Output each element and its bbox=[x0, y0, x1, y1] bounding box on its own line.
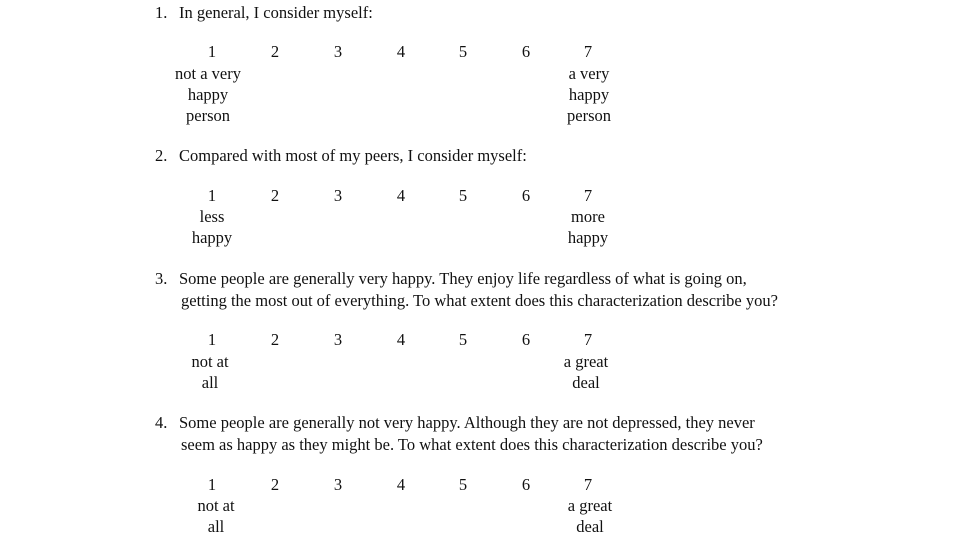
item-3-number: 3. bbox=[155, 269, 168, 288]
item-1-option-2[interactable]: 2 bbox=[270, 42, 280, 61]
item-1-line-1: In general, I consider myself: bbox=[179, 3, 373, 22]
item-3-option-6[interactable]: 6 bbox=[521, 330, 531, 349]
item-3-option-2[interactable]: 2 bbox=[270, 330, 280, 349]
item-2-option-2[interactable]: 2 bbox=[270, 186, 280, 205]
item-3-low-anchor bbox=[155, 351, 265, 393]
item-3-line-2: getting the most out of everything. To what extent does this characterization describe you? bbox=[181, 291, 778, 310]
item-4-option-2[interactable]: 2 bbox=[270, 475, 280, 494]
item-2-low-anchor-line: less bbox=[199, 207, 225, 226]
item-4-low-anchor-line: not at bbox=[197, 496, 235, 515]
item-1-option-1[interactable]: 1 bbox=[207, 42, 217, 61]
item-1-high-anchor-line: a very bbox=[568, 64, 610, 83]
item-4-line-1: Some people are generally not very happy. Although they are not depressed, they never bbox=[179, 413, 755, 432]
item-2-high-anchor bbox=[533, 206, 643, 248]
item-2-option-4[interactable]: 4 bbox=[396, 186, 406, 205]
item-3-low-anchor-line: not at bbox=[191, 352, 229, 371]
item-3-line-1: Some people are generally very happy. They enjoy life regardless of what is going on, bbox=[179, 269, 747, 288]
item-3-option-4[interactable]: 4 bbox=[396, 330, 406, 349]
item-1-low-anchor-line: person bbox=[186, 106, 230, 125]
item-3-high-anchor bbox=[531, 351, 641, 393]
item-4-option-5[interactable]: 5 bbox=[458, 475, 468, 494]
item-2-option-3[interactable]: 3 bbox=[333, 186, 343, 205]
item-2-question bbox=[155, 145, 527, 167]
item-4-option-7[interactable]: 7 bbox=[583, 475, 593, 494]
item-2-high-anchor-line: happy bbox=[567, 228, 609, 247]
item-1-low-anchor bbox=[153, 63, 263, 126]
item-4-question bbox=[155, 412, 763, 456]
item-3-high-anchor-line: deal bbox=[572, 373, 600, 392]
item-2-line-1: Compared with most of my peers, I consider myself: bbox=[179, 146, 527, 165]
item-4-option-4[interactable]: 4 bbox=[396, 475, 406, 494]
item-4-high-anchor bbox=[535, 495, 645, 537]
item-4-high-anchor-line: a great bbox=[567, 496, 613, 515]
item-2-option-6[interactable]: 6 bbox=[521, 186, 531, 205]
item-1-high-anchor-line: happy bbox=[568, 85, 610, 104]
item-1-option-6[interactable]: 6 bbox=[521, 42, 531, 61]
item-1-low-anchor-line: happy bbox=[187, 85, 229, 104]
item-4-number: 4. bbox=[155, 413, 168, 432]
item-3-option-5[interactable]: 5 bbox=[458, 330, 468, 349]
item-2-high-anchor-line: more bbox=[571, 207, 605, 226]
item-2-option-1[interactable]: 1 bbox=[207, 186, 217, 205]
item-3-option-3[interactable]: 3 bbox=[333, 330, 343, 349]
item-4-option-6[interactable]: 6 bbox=[521, 475, 531, 494]
item-3-option-7[interactable]: 7 bbox=[583, 330, 593, 349]
item-1-high-anchor-line: person bbox=[567, 106, 611, 125]
item-3-option-1[interactable]: 1 bbox=[207, 330, 217, 349]
item-3-high-anchor-line: a great bbox=[563, 352, 609, 371]
item-4-line-2: seem as happy as they might be. To what extent does this characterization describe you? bbox=[181, 435, 763, 454]
item-2-option-7[interactable]: 7 bbox=[583, 186, 593, 205]
item-4-high-anchor-line: deal bbox=[576, 517, 604, 536]
item-2-number: 2. bbox=[155, 146, 168, 165]
item-1-option-5[interactable]: 5 bbox=[458, 42, 468, 61]
item-2-low-anchor-line: happy bbox=[191, 228, 233, 247]
item-4-low-anchor bbox=[161, 495, 271, 537]
item-1-option-4[interactable]: 4 bbox=[396, 42, 406, 61]
item-1-option-7[interactable]: 7 bbox=[583, 42, 593, 61]
item-4-option-1[interactable]: 1 bbox=[207, 475, 217, 494]
item-4-low-anchor-line: all bbox=[207, 517, 225, 536]
item-1-question bbox=[155, 2, 373, 24]
item-2-option-5[interactable]: 5 bbox=[458, 186, 468, 205]
item-4-option-3[interactable]: 3 bbox=[333, 475, 343, 494]
item-1-low-anchor-line: not a very bbox=[175, 64, 241, 83]
item-1-high-anchor bbox=[534, 63, 644, 126]
item-1-number: 1. bbox=[155, 3, 168, 22]
item-2-low-anchor bbox=[157, 206, 267, 248]
item-3-low-anchor-line: all bbox=[201, 373, 219, 392]
item-1-option-3[interactable]: 3 bbox=[333, 42, 343, 61]
item-3-question bbox=[155, 268, 778, 312]
